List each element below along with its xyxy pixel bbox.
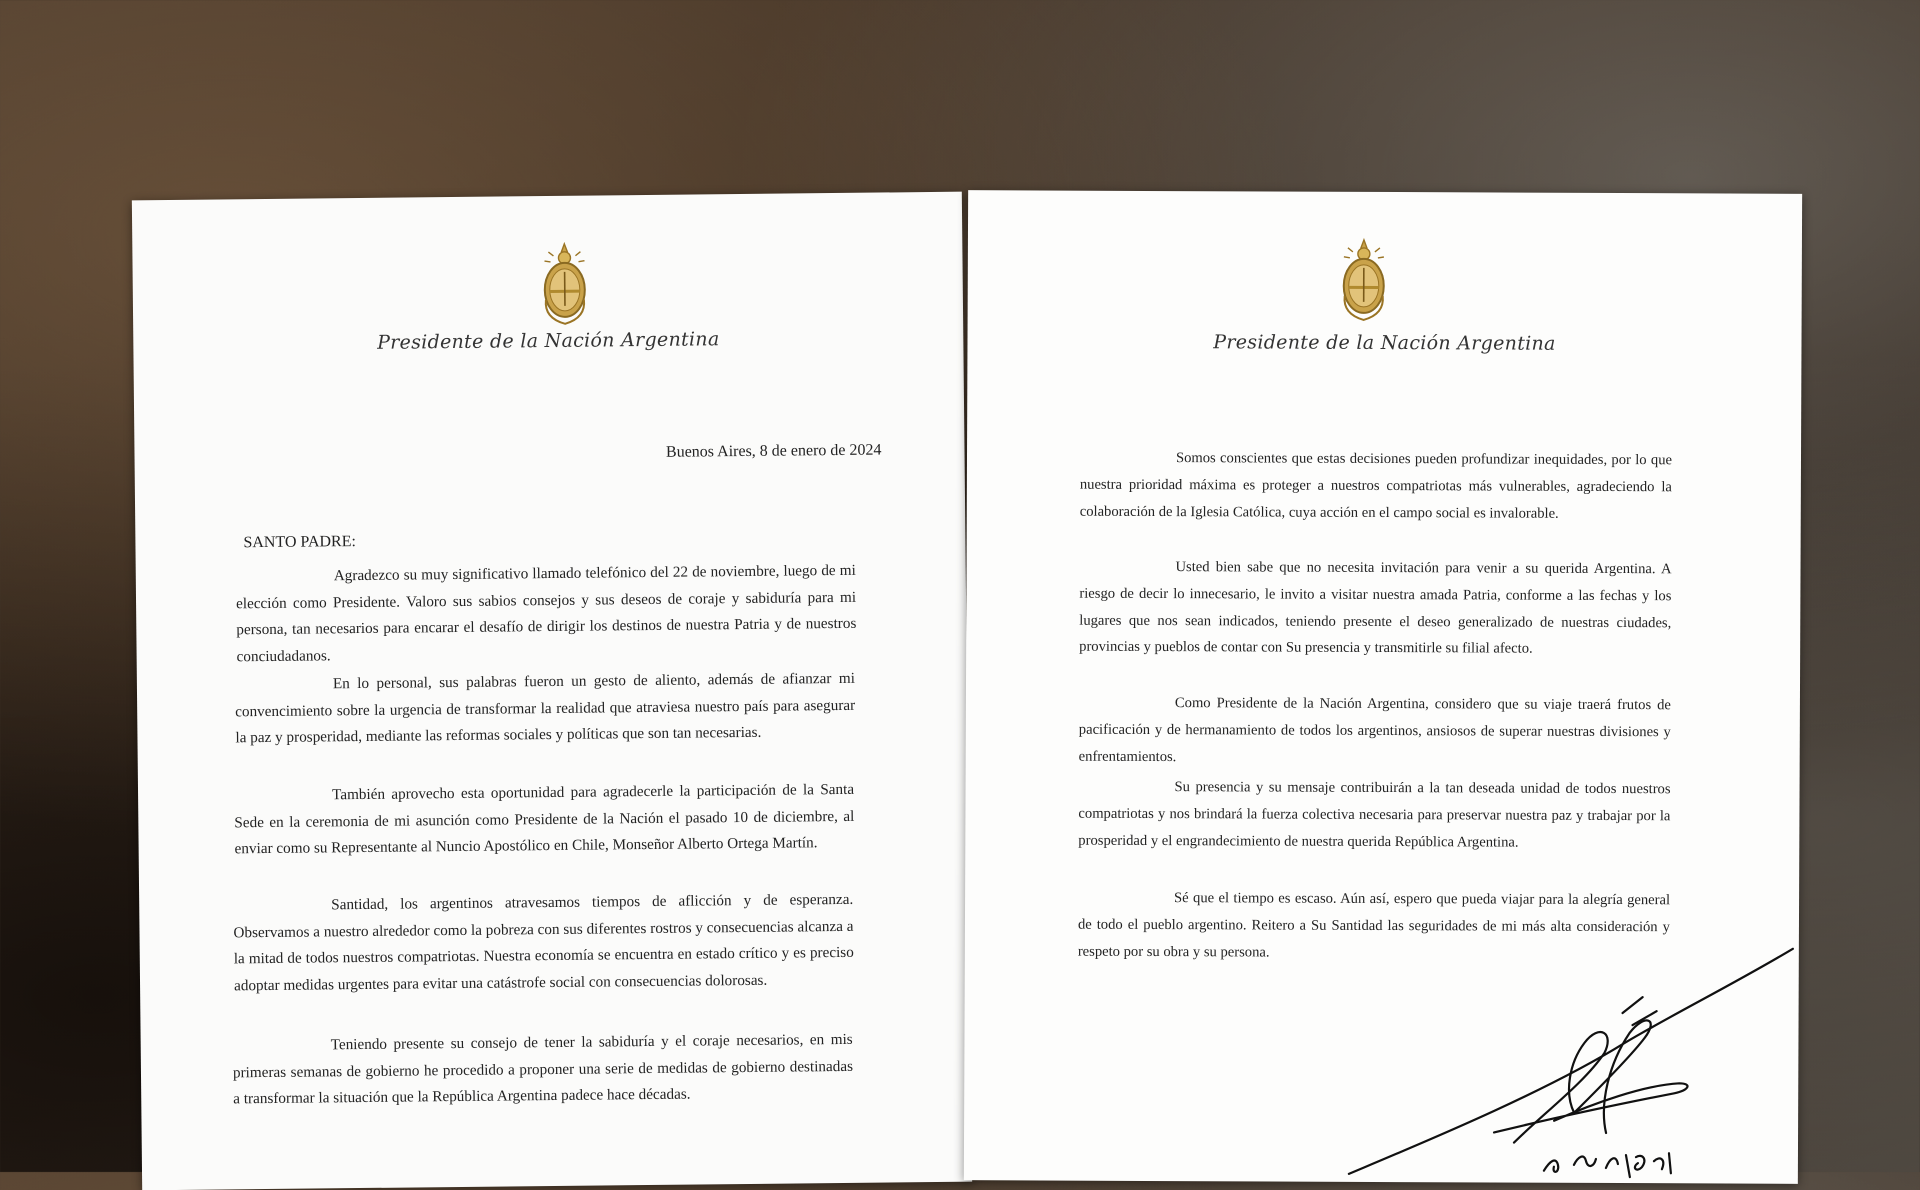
letter-salutation: SANTO PADRE: xyxy=(243,533,356,552)
letter-paragraph: Sé que el tiempo es escaso. Aún así, espero que pueda viajar para la alegría general de todo el pueblo argentino. Reitero a Su Santidad las seguridades de mi más alta consideración y respeto por su obra y su persona. xyxy=(1078,885,1670,968)
handwritten-signature xyxy=(1344,942,1799,1184)
letter-paragraph: Su presencia y su mensaje contribuirán a la tan deseada unidad de todos nuestros compatriotas y nos brindará la fuerza colectiva necesaria para preservar nuestra paz y trabajar por la prosperidad y el engrandecimiento de nuestra querida República Argentina. xyxy=(1078,774,1670,857)
letter-page-right xyxy=(964,190,1802,1184)
letter-paragraph: Santidad, los argentinos atravesamos tiempos de aflicción y de esperanza. Observamos a nuestro alrededor como la pobreza con sus diferentes rostros y consecuencias alcanza a la mitad de todos nuestros compatriotas. Nuestra economía se encuentra en estado crítico y es preciso adoptar medidas urgentes para evitar una catástrofe social con consecuencias dolorosas. xyxy=(233,887,854,999)
letterhead-title: Presidente de la Nación Argentina xyxy=(967,330,1801,356)
letterhead-title: Presidente de la Nación Argentina xyxy=(133,326,963,357)
letter-paragraph: Teniendo presente su consejo de tener la sabiduría y el coraje necesarios, en mis primeras semanas de gobierno he procedido a proponer una serie de medidas de gobierno destinadas a transformar la situación que la República Argentina padece hace décadas. xyxy=(233,1027,854,1113)
letter-paragraph: Usted bien sabe que no necesita invitación para venir a su querida Argentina. A riesgo de decir lo innecesario, le invito a visitar nuestra amada Patria, conforme a las fechas y los lugares que nos sean indicados, teniendo presente el deseo generalizado de nuestras ciudades, provincias y pueblos de contar con Su presencia y transmitirle su filial afecto. xyxy=(1079,554,1671,664)
letter-page-left xyxy=(132,192,972,1190)
coat-of-arms-icon xyxy=(535,240,594,329)
letter-date: Buenos Aires, 8 de enero de 2024 xyxy=(666,442,882,462)
letter-paragraph: También aprovecho esta oportunidad para agradecerle la participación de la Santa Sede en la ceremonia de mi asunción como Presidente de la Nación el pasado 10 de diciembre, al enviar como su Representante al Nuncio Apostólico en Chile, Monseñor Alberto Ortega Martín. xyxy=(234,777,855,863)
letter-paragraph: Como Presidente de la Nación Argentina, considero que su viaje traerá frutos de pacificación y de hermanamiento de todos los argentinos, ansiosos de superar nuestras divisiones y enfrentamientos. xyxy=(1079,690,1671,773)
coat-of-arms-icon xyxy=(1335,236,1393,324)
letter-paragraph: En lo personal, sus palabras fueron un gesto de aliento, además de afianzar mi convencimiento sobre la urgencia de transformar la realidad que atraviesa nuestro país para asegurar la paz y prosperidad, mediante las reformas sociales y políticas que son tan necesarias. xyxy=(235,666,856,752)
letter-paragraph: Agradezco su muy significativo llamado telefónico del 22 de noviembre, luego de mi elección como Presidente. Valoro sus sabios consejos y sus deseos de coraje y sabiduría para mi persona, tan necesarios para encarar el desafío de dirigir los destinos de nuestra Patria y de nuestros conciudadanos. xyxy=(236,558,857,670)
letter-paragraph: Somos conscientes que estas decisiones pueden profundizar inequidades, por lo que nuestra prioridad máxima es proteger a nuestros compatriotas más vulnerables, agradeciendo la colaboración de la Iglesia Católica, cuya acción en el campo social es invalorable. xyxy=(1080,445,1672,528)
